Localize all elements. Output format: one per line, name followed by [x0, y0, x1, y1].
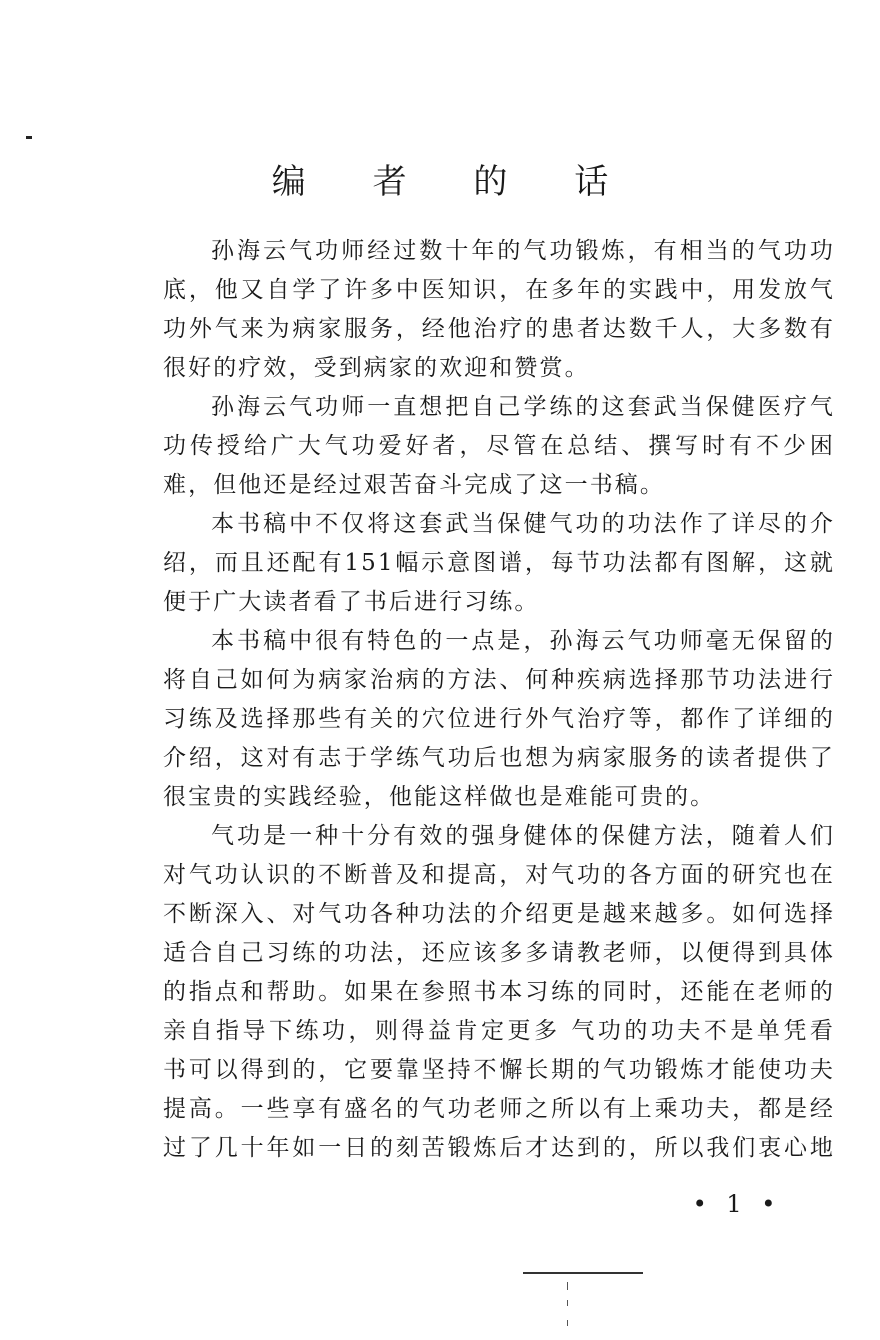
text-line: 不断深入、对气功各种功法的介绍更是越来越多。如何选择 [163, 901, 835, 927]
page-number: • 1 • [692, 1190, 782, 1218]
scan-tick [567, 1320, 568, 1326]
text-line: 便于广大读者看了书后进行习练。 [163, 589, 540, 615]
scan-tick [567, 1282, 568, 1290]
text-line: 过了几十年如一日的刻苦锻炼后才达到的，所以我们衷心地 [163, 1135, 835, 1161]
text-line: 很宝贵的实践经验，他能这样做也是难能可贵的。 [163, 784, 716, 810]
text-line: 将自己如何为病家治病的方法、何种疾病选择那节功法进行 [163, 667, 835, 693]
text-line: 亲自指导下练功，则得益肯定更多 气功的功夫不是单凭看 [163, 1018, 835, 1044]
body-text [163, 232, 835, 1168]
scan-speck [26, 136, 32, 139]
text-line: 底，他又自学了许多中医知识，在多年的实践中，用发放气 [163, 277, 835, 303]
text-line: 对气功认识的不断普及和提高，对气功的各方面的研究也在 [163, 862, 835, 888]
paragraph-2 [163, 388, 835, 505]
text-line: 介绍，这对有志于学练气功后也想为病家服务的读者提供了 [163, 745, 835, 771]
text-line: 功外气来为病家服务，经他治疗的患者达数千人，大多数有 [163, 316, 835, 342]
text-line: 绍，而且还配有151幅示意图谱，每节功法都有图解，这就 [163, 550, 835, 576]
text-line: 难，但他还是经过艰苦奋斗完成了这一书稿。 [163, 472, 665, 498]
text-line: 的指点和帮助。如果在参照书本习练的同时，还能在老师的 [163, 979, 835, 1005]
paragraph-1 [163, 232, 835, 388]
text-line: 提高。一些享有盛名的气功老师之所以有上乘功夫，都是经 [163, 1096, 835, 1122]
paragraph-3 [163, 505, 835, 622]
text-line: 本书稿中不仅将这套武当保健气功的功法作了详尽的介 [211, 511, 835, 537]
text-line: 书可以得到的，它要靠坚持不懈长期的气功锻炼才能使功夫 [163, 1057, 835, 1083]
text-line: 本书稿中很有特色的一点是，孙海云气功师毫无保留的 [211, 628, 835, 654]
text-line: 适合自己习练的功法，还应该多多请教老师，以便得到具体 [163, 940, 835, 966]
text-line: 功传授给广大气功爱好者，尽管在总结、撰写时有不少困 [163, 433, 835, 459]
text-line: 孙海云气功师一直想把自己学练的这套武当保健医疗气 [211, 394, 835, 420]
text-line: 气功是一种十分有效的强身健体的保健方法，随着人们 [211, 823, 835, 849]
scan-tick [567, 1300, 568, 1306]
paragraph-5 [163, 817, 835, 1168]
text-line: 很好的疗效，受到病家的欢迎和赞赏。 [163, 355, 590, 381]
scan-rule [523, 1272, 643, 1274]
page-title: 编 者 的 话 [271, 162, 637, 202]
paragraph-4 [163, 622, 835, 817]
text-line: 孙海云气功师经过数十年的气功锻炼，有相当的气功功 [211, 238, 835, 264]
text-line: 习练及选择那些有关的穴位进行外气治疗等，都作了详细的 [163, 706, 835, 732]
